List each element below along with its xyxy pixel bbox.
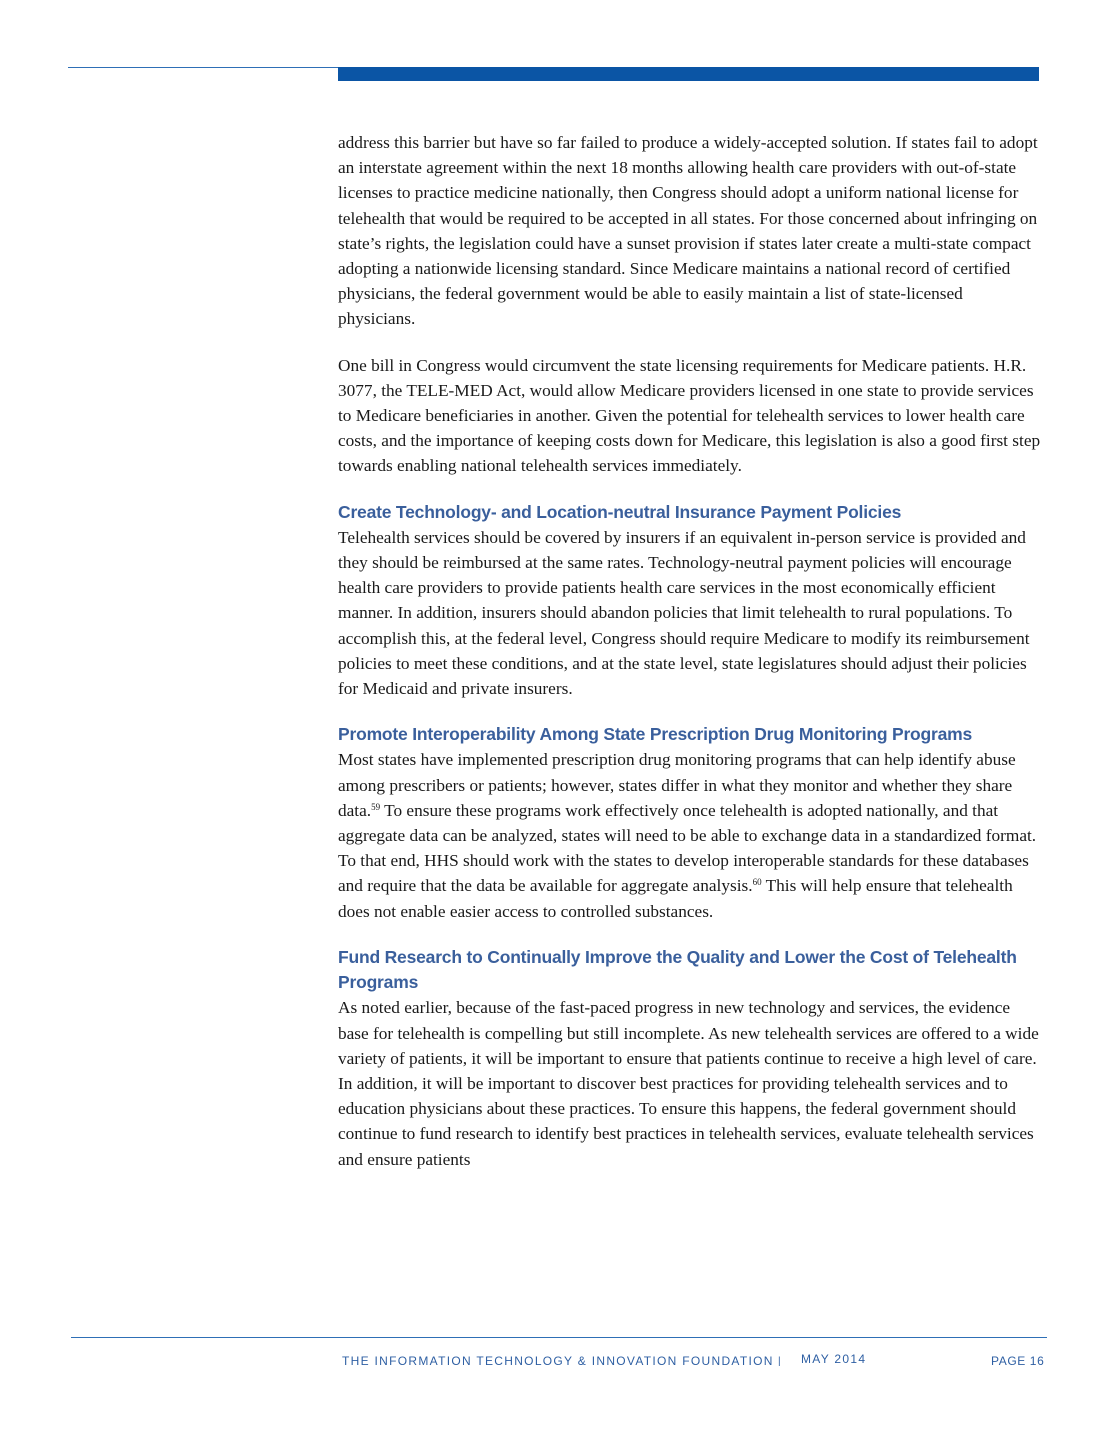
body-paragraph: address this barrier but have so far failed to produce a widely-accepted solution. If states fail to adopt an interstate agreement within the next 18 months allowing health care providers with out-of-state licenses to practice medicine nationally, then Congress should adopt a uniform national license for telehealth that would be required to be accepted in all states. For those concerned about infringing on state’s rights, the legislation could have a sunset provision if states later create a multi-state compact adopting a nationwide licensing standard. Since Medicare maintains a national record of certified physicians, the federal government would be able to easily maintain a list of state-licensed physicians. [338, 133, 1038, 329]
paragraph-text: Most states have implemented prescription drug monitoring programs that can help identify abuse among prescribers or patients; however, states differ in what they monitor and whether they share data. [338, 750, 1016, 820]
page-body [338, 130, 1043, 1172]
body-paragraph [338, 747, 1043, 923]
header-accent-bar [338, 67, 1039, 81]
paragraph-text: This will help ensure that telehealth does not enable easier access to controlled substances. [338, 876, 1013, 921]
body-paragraph: Telehealth services should be covered by insurers if an equivalent in-person service is provided and they should be reimbursed at the same rates. Technology-neutral payment policies will encourage health care providers to provide patients health care services in the most economically efficient manner. In addition, insurers should abandon policies that limit telehealth to rural populations. To accomplish this, at the federal level, Congress should require Medicare to modify its reimbursement policies to meet these conditions, and at the state level, state legislatures should adjust their policies for Medicaid and private insurers. [338, 527, 1030, 699]
page-number: PAGE 16 [991, 1354, 1045, 1368]
footer-rule [71, 1337, 1047, 1338]
footer-separator: | [778, 1356, 782, 1367]
body-paragraph: One bill in Congress would circumvent the state licensing requirements for Medicare patients. H.R. 3077, the TELE-MED Act, would allow Medicare providers licensed in one state to provide services to Medicare beneficiaries in another. Given the potential for telehealth services to lower health care costs, and the importance of keeping costs down for Medicare, this legislation is also a good first step towards enabling national telehealth services immediately. [338, 355, 1041, 476]
footnote-ref[interactable]: 59 [371, 801, 381, 812]
section-heading: Create Technology- and Location-neutral Insurance Payment Policies [338, 501, 902, 522]
header-rule [68, 67, 340, 68]
body-paragraph: As noted earlier, because of the fast-paced progress in new technology and services, the evidence base for telehealth is compelling but still incomplete. As new telehealth services are offered to a wide variety of patients, it will be important to ensure that patients continue to receive a high level of care. In addition, it will be important to discover best practices for providing telehealth services and to education physicians about these practices. To ensure this happens, the federal government should continue to fund research to identify best practices in telehealth services, evaluate telehealth services and ensure patients [338, 998, 1039, 1169]
paragraph-text: To ensure these programs work effectively once telehealth is adopted nationally, and that aggregate data can be analyzed, states will need to be able to exchange data in a standardized format. To that end, HHS should work with the states to develop interoperable standards for these databases and require that the data be available for aggregate analysis. [338, 800, 1037, 896]
footer-organization: THE INFORMATION TECHNOLOGY & INNOVATION FOUNDATION [342, 1354, 774, 1368]
section-heading: Fund Research to Continually Improve the Quality and Lower the Cost of Telehealth Programs [338, 946, 1017, 993]
footer-date: MAY 2014 [801, 1352, 867, 1366]
footnote-ref[interactable]: 60 [752, 877, 762, 888]
section-heading: Promote Interoperability Among State Prescription Drug Monitoring Programs [338, 724, 973, 745]
